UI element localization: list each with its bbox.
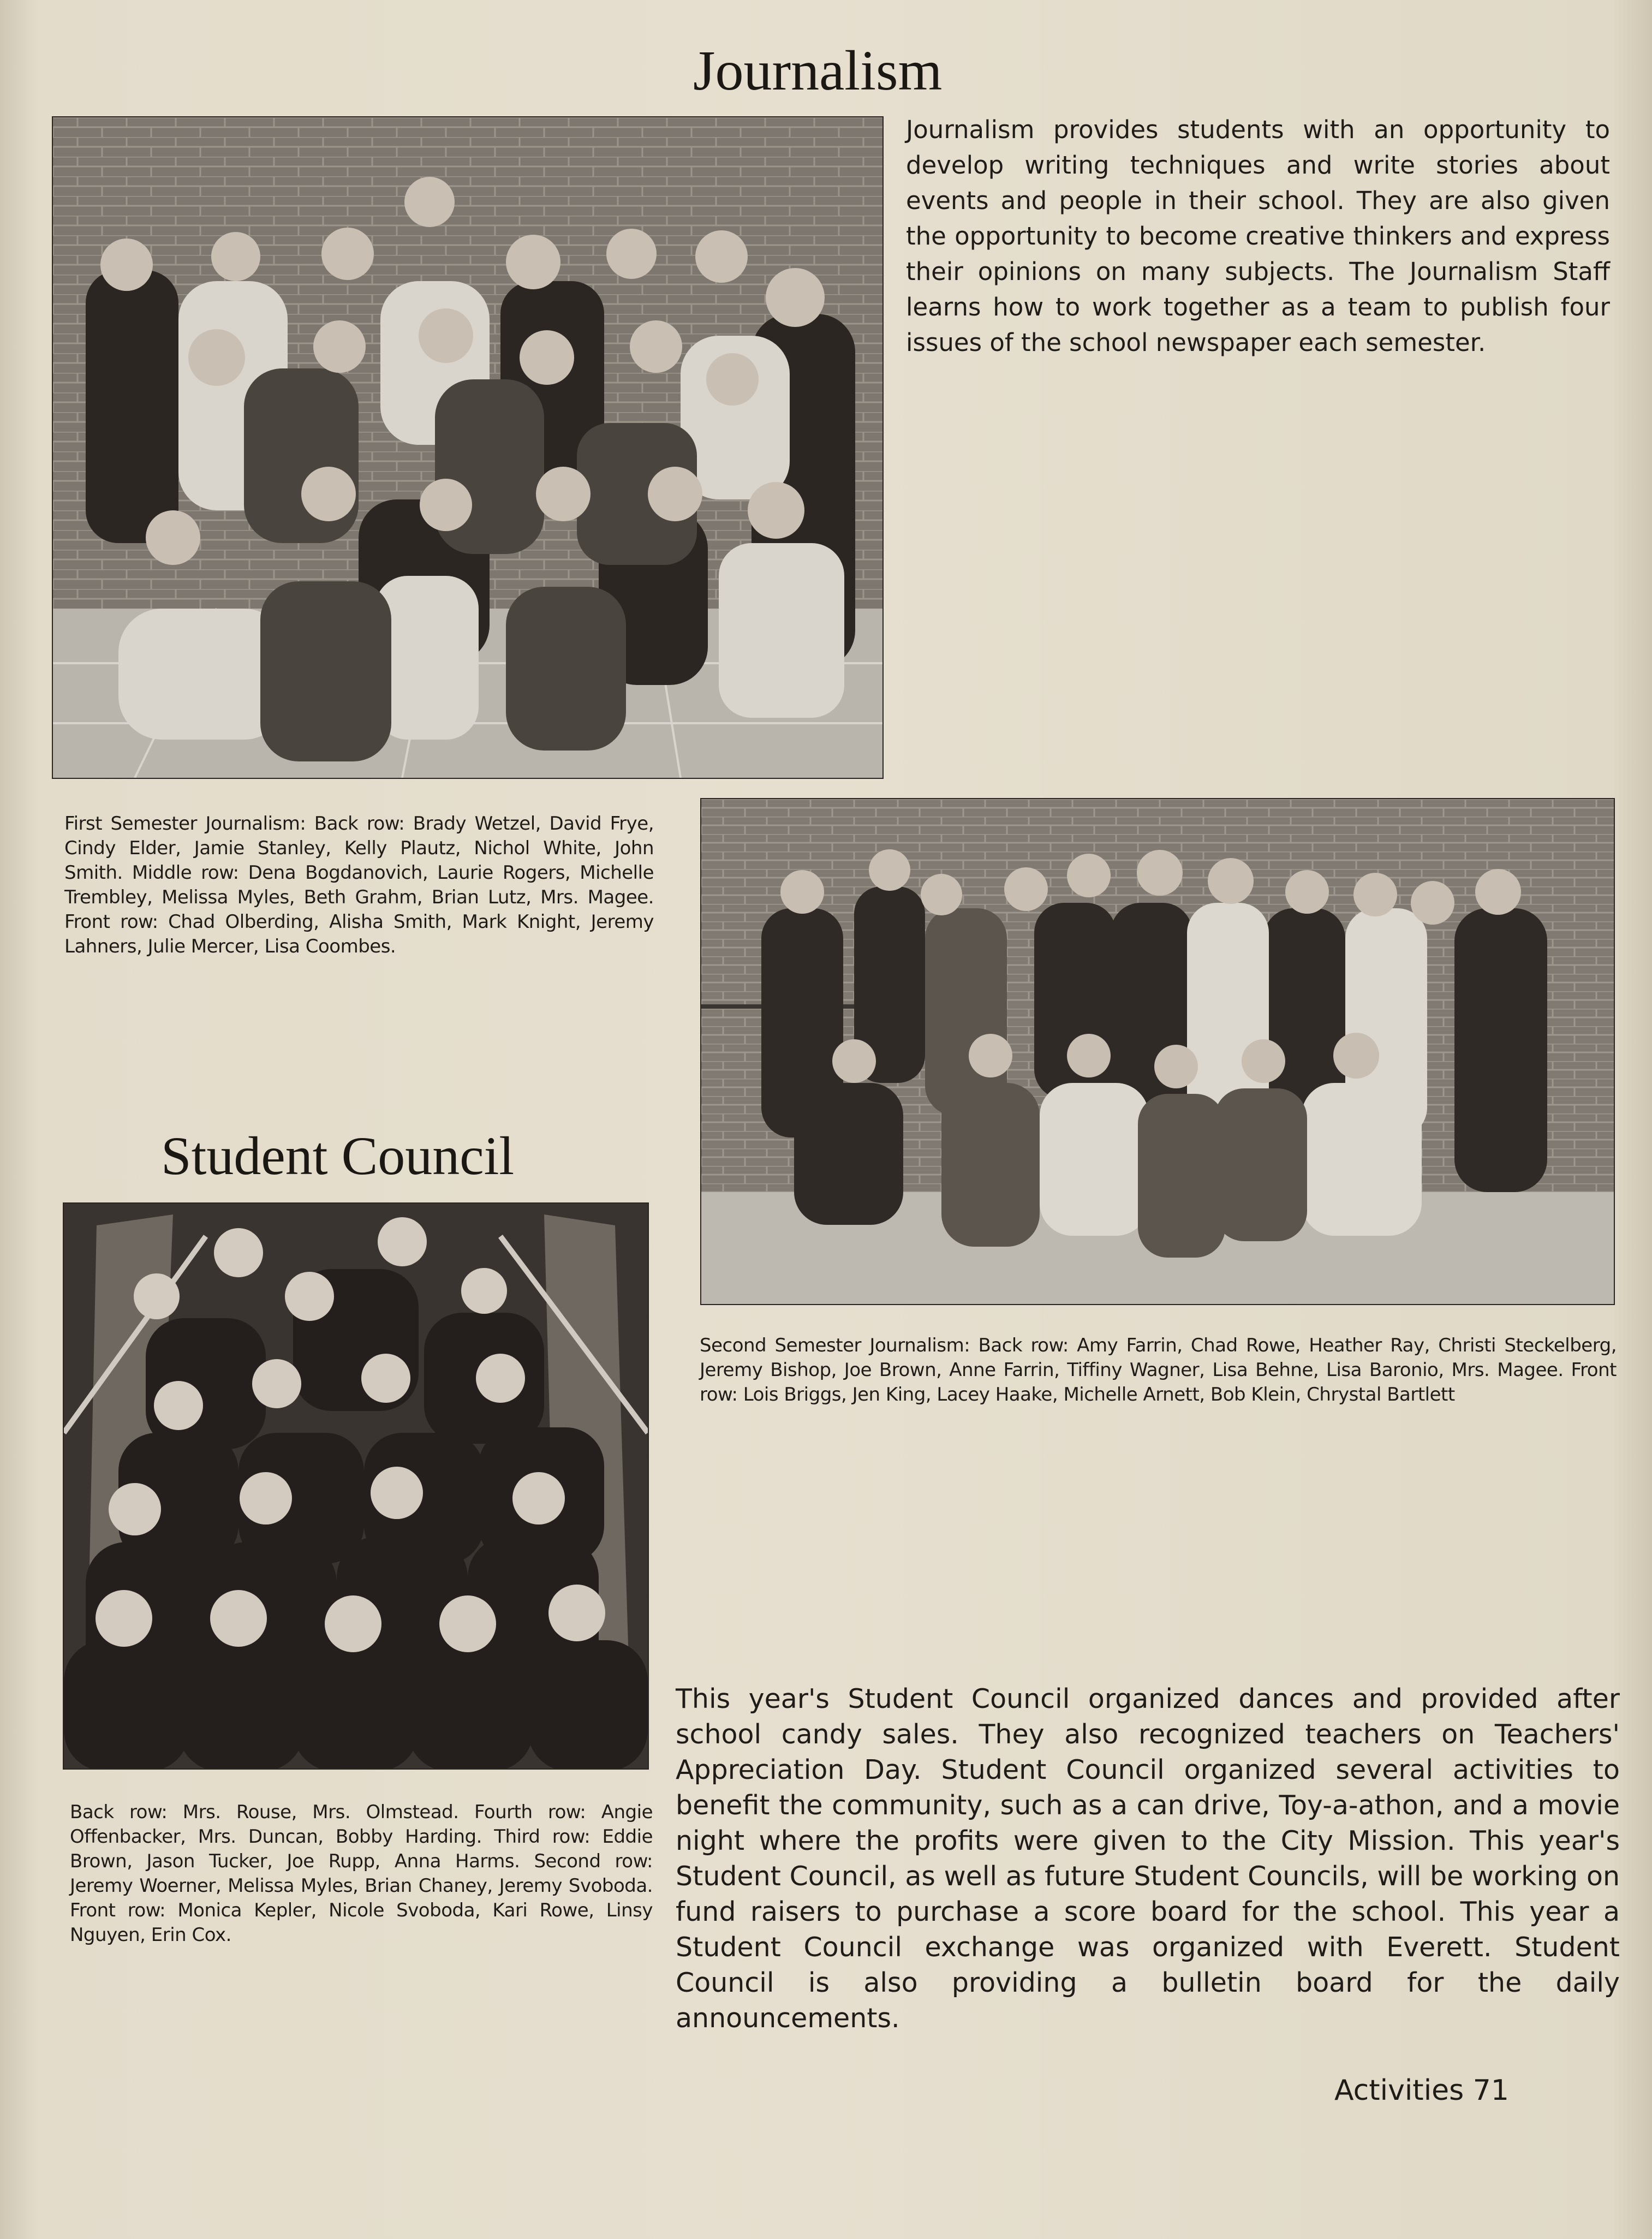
first-semester-caption: First Semester Journalism: Back row: Brady Wetzel, David Frye, Cindy Elder, Jamie Stanley, Kelly Plautz, Nichol White, John Smith. Middle row: Dena Bogdanovich, Laurie Rogers, Michelle Trembley, Melissa Myles, Beth Grahm, Brian Lutz, Mrs. Magee. Front row: Chad Olberding, Alisha Smith, Mark Knight, Jeremy Lahners, Julie Mercer, Lisa Coombes. [64, 813, 654, 957]
journalism-heading: Journalism [693, 39, 943, 102]
page-folio: Activities 71 [1334, 2074, 1509, 2107]
student-council-caption: Back row: Mrs. Rouse, Mrs. Olmstead. Fourth row: Angie Offenbacker, Mrs. Duncan, Bobby Harding. Third row: Eddie Brown, Jason Tucker, Joe Rupp, Anna Harms. Second row: Jeremy Woerner, Melissa Myles, Brian Chaney, Jeremy Svoboda. Front row: Monica Kepler, Nicole Svoboda, Kari Rowe, Linsy Nguyen, Erin Cox. [70, 1801, 653, 1946]
first-semester-journalism-photo [52, 116, 884, 779]
student-council-heading: Student Council [161, 1126, 515, 1186]
second-semester-caption: Second Semester Journalism: Back row: Amy Farrin, Chad Rowe, Heather Ray, Christi Steckelberg, Jeremy Bishop, Joe Brown, Anne Farrin, Tiffiny Wagner, Lisa Behne, Lisa Baronio, Mrs. Magee. Front row: Lois Briggs, Jen King, Lacey Haake, Michelle Arnett, Bob Klein, Chrystal Bartlett [700, 1335, 1617, 1406]
journalism-body: Journalism provides students with an opportunity to develop writing techniques and write stories about events and people in their school. They are also given the opportunity to become creative thinkers and express their opinions on many subjects. The Journalism Staff learns how to work together as a team to publish four issues of the school newspaper each semester. [906, 115, 1610, 357]
second-semester-journalism-photo [700, 798, 1615, 1305]
student-council-body: This year's Student Council organized dances and provided after school candy sales. They also recognized teachers on Teachers' Appreciation Day. Student Council organized several activities to benefit the community, such as a can drive, Toy-a-athon, and a movie night where the profits were given to the City Mission. This year's Student Council, as well as future Student Councils, will be working on fund raisers to purchase a score board for the school. This year a Student Council exchange was organized with Everett. Student Council is also providing a bulletin board for the daily announcements. [676, 1683, 1620, 2034]
student-council-photo [63, 1202, 649, 1770]
